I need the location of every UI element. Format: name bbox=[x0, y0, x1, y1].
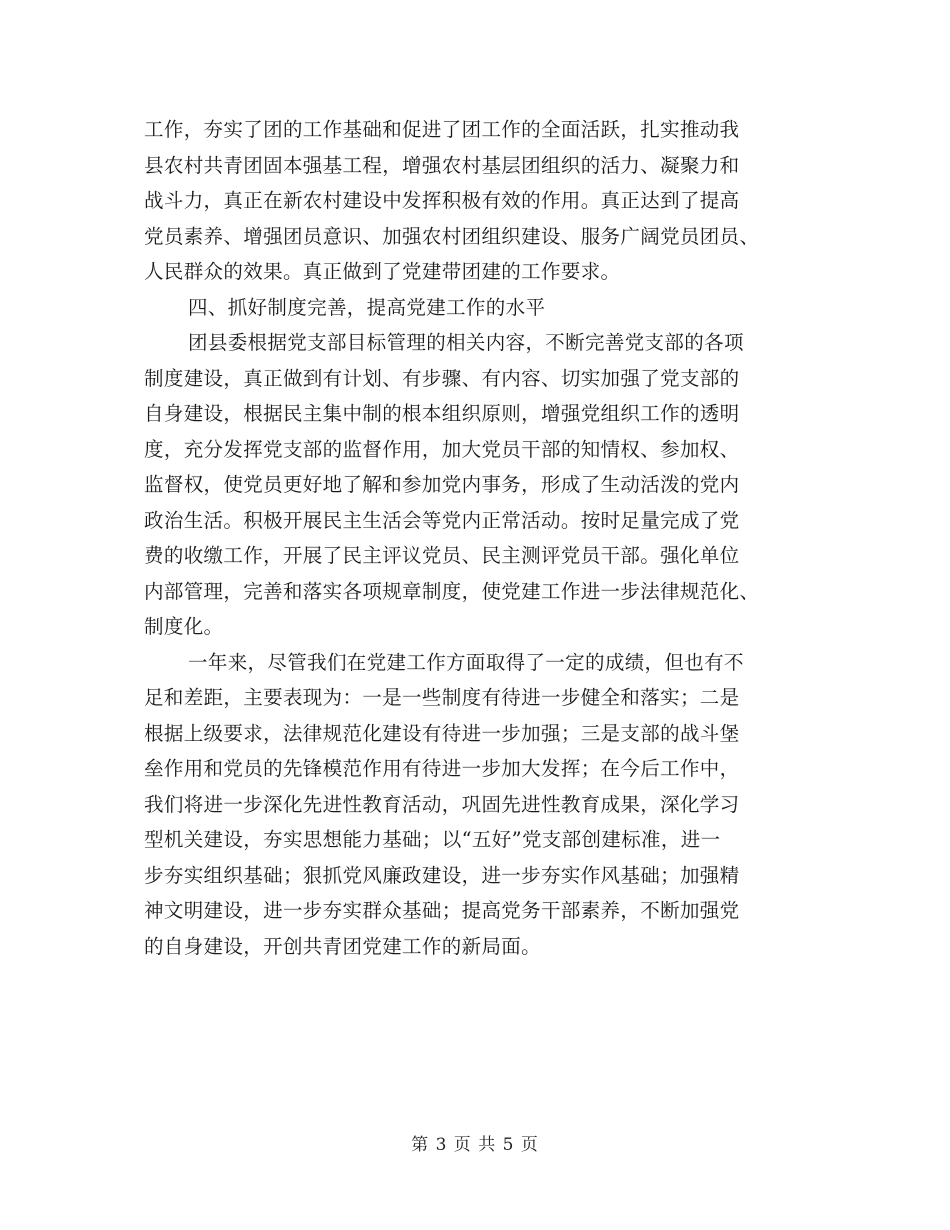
text-line: 四、抓好制度完善，提高党建工作的水平 bbox=[188, 295, 546, 319]
text-line: 县农村共青团固本强基工程，增强农村基层团组织的活力、凝聚力和 bbox=[144, 153, 740, 177]
text-line: 足和差距，主要表现为：一是一些制度有待进一步健全和落实；二是 bbox=[144, 686, 740, 709]
text-line: 的自身建设，开创共青团党建工作的新局面。 bbox=[144, 934, 542, 958]
text-line: 我们将进一步深化先进性教育活动，巩固先进性教育成果，深化学习 bbox=[144, 792, 740, 816]
text-line: 垒作用和党员的先锋模范作用有待进一步加大发挥；在今后工作中， bbox=[144, 757, 740, 780]
text-line: 步夯实组织基础；狠抓党风廉政建设，进一步夯实作风基础；加强精 bbox=[144, 863, 740, 887]
text-line: 型机关建设，夯实思想能力基础；以“五好”党支部创建标准，进一 bbox=[144, 828, 721, 851]
text-line: 制度化。 bbox=[144, 615, 224, 638]
text-line: 监督权，使党员更好地了解和参加党内事务，形成了生动活泼的党内 bbox=[144, 473, 740, 496]
text-line: 一年来，尽管我们在党建工作方面取得了一定的成绩，但也有不 bbox=[188, 650, 744, 674]
page-footer: 第 3 页 共 5 页 bbox=[411, 1135, 539, 1155]
text-line: 根据上级要求，法律规范化建设有待进一步加强；三是支部的战斗堡 bbox=[144, 721, 740, 745]
text-line: 神文明建设，进一步夯实群众基础；提高党务干部素养，不断加强党 bbox=[144, 899, 740, 922]
text-line: 内部管理，完善和落实各项规章制度，使党建工作进一步法律规范化、 bbox=[144, 579, 760, 603]
text-line: 制度建设，真正做到有计划、有步骤、有内容、切实加强了党支部的 bbox=[144, 366, 740, 390]
text-line: 团县委根据党支部目标管理的相关内容，不断完善党支部的各项 bbox=[188, 331, 744, 354]
text-line: 工作，夯实了团的工作基础和促进了团工作的全面活跃，扎实推动我 bbox=[144, 118, 740, 141]
text-line: 费的收缴工作，开展了民主评议党员、民主测评党员干部。强化单位 bbox=[144, 544, 740, 567]
text-line: 人民群众的效果。真正做到了党建带团建的工作要求。 bbox=[144, 260, 621, 283]
text-line: 自身建设，根据民主集中制的根本组织原则，增强党组织工作的透明 bbox=[144, 402, 740, 425]
text-line: 政治生活。积极开展民主生活会等党内正常活动。按时足量完成了党 bbox=[144, 508, 740, 532]
text-line: 度，充分发挥党支部的监督作用，加大党员干部的知情权、参加权、 bbox=[144, 437, 740, 461]
text-line: 党员素养、增强团员意识、加强农村团组织建设、服务广阔党员团员、 bbox=[144, 224, 760, 248]
body-text bbox=[144, 112, 804, 964]
text-line: 战斗力，真正在新农村建设中发挥积极有效的作用。真正达到了提高 bbox=[144, 189, 740, 212]
